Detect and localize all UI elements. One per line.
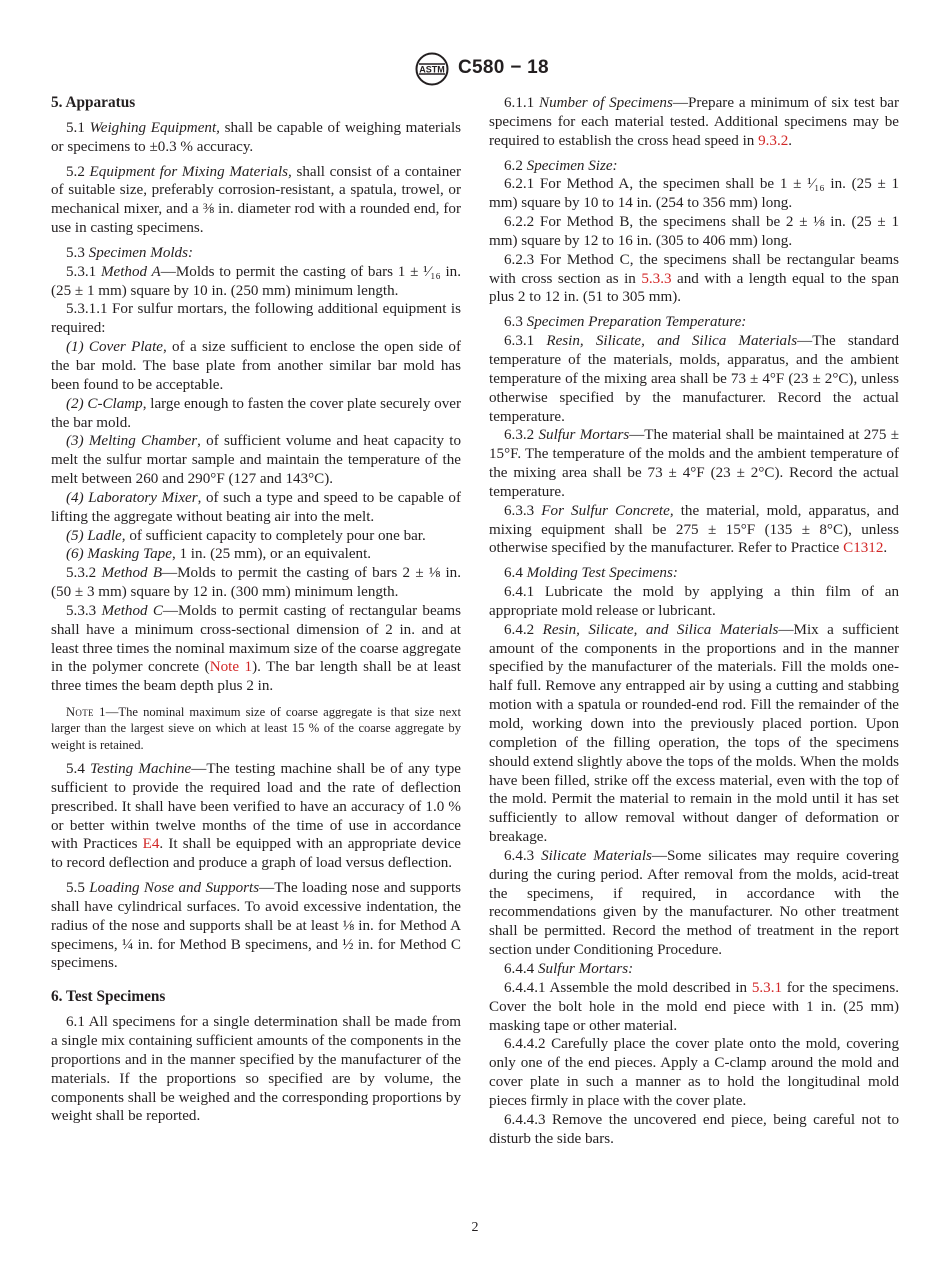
section-9-3-2-link[interactable]: 9.3.2 [758,132,789,149]
para-5-3-2: 5.3.2 Method B—Molds to permit the casting of bars 2 ± ⅛ in. (50 ± 3 mm) square by 12 in. (300 mm) minimum length. [51,565,461,601]
para-5-3-3: 5.3.3 Method C—Molds to permit casting of rectangular beams shall have a minimum cross-sectional dimension of 2 in. and at least three times the nominal maximum size of the coarse aggregate in the polymer concrete (Note 1). The bar length shall be at least three times the beam depth plus 2 in. [51,602,461,695]
para-6-4-3: 6.4.3 Silicate Materials—Some silicates may require covering during the curing period. After removal from the molds, acid-treat the specimens, if required, in accordance with the recommendations given by the manufacturer. No other treatment shall be permitted. Record the method of treatment in the report section under Conditioning Procedure. [489,847,899,959]
para-5-4: 5.4 Testing Machine—The testing machine shall be of any type sufficient to provide the required load and the rate of deflection prescribed. It shall have been verified to have an accuracy of 1.0 % or better within twelve months of the time of use in accordance with Practices E4. It shall be equipped with an appropriate device to record deflection and produce a graph of load versus deflection. [51,761,461,872]
document-designation: C580 − 18 [458,57,549,78]
para-6-4: 6.4 Molding Test Specimens: [504,565,678,582]
list-item-masking-tape: (6) Masking Tape, 1 in. (25 mm), or an equivalent. [66,546,372,563]
para-6-2: 6.2 Specimen Size: [504,157,618,174]
para-5-2: 5.2 Equipment for Mixing Materials, shall consist of a container of suitable size, preferably corrosion-resistant, a spatula, trowel, or mechanical mixer, and a ⅜ in. diameter rod with a rounded end, for use in casting specimens. [51,163,462,237]
para-6-2-2: 6.2.2 For Method B, the specimens shall be 2 ± ⅛ in. (25 ± 1 mm) square by 12 to 16 in. (305 to 406 mm) long. [489,214,899,249]
para-6-3-2: 6.3.2 Sulfur Mortars—The material shall be maintained at 275 ± 15°F. The temperature of the molds and the ambient temperature of the mixing area shall be 73 ± 4°F (23 ± 2°C). Record the actual temperature. [489,427,899,500]
list-item-cover-plate: (1) Cover Plate, of a size sufficient to enclose the open side of the bar mold. The base plate from another similar bar mold has been found to be acceptable. [51,339,461,393]
list-item-ladle: (5) Ladle, of sufficient capacity to completely pour one bar. [66,527,426,544]
e4-link[interactable]: E4 [142,836,160,853]
section-5-heading: 5. Apparatus [51,94,136,111]
para-5-3-1-1: 5.3.1.1 For sulfur mortars, the following additional equipment is required: [51,301,461,337]
svg-text:ASTM: ASTM [419,64,445,75]
para-6-2-1: 6.2.1 For Method A, the specimen shall be 1 ± ¹⁄₁₆ in. (25 ± 1 mm) square by 10 to 14 in. (254 to 356 mm) long. [489,176,899,212]
page-number: 2 [471,1220,479,1235]
para-6-4-4-1: 6.4.4.1 Assemble the mold described in 5.3.1 for the specimens. Cover the bolt hole in the mold end piece with 1 in. (25 mm) masking tape or other material. [489,979,899,1034]
note-1: Note 1—The nominal maximum size of coarse aggregate is that size next larger than the largest sieve on which at least 15 % of the coarse aggregate by weight is retained. [51,705,461,752]
note-1-link[interactable]: Note 1 [209,659,253,676]
list-item-laboratory-mixer: (4) Laboratory Mixer, of such a type and speed to be capable of lifting the aggregate without beating air into the melt. [51,489,461,525]
para-6-1: 6.1 All specimens for a single determination shall be made from a single mix containing sufficient amounts of the components in the proportions and in the manner specified by the manufacturer of the materials. If the proportions so specified are by volume, the components shall be weighed and the corresponding proportions by weight shall be reported. [51,1014,461,1125]
list-item-c-clamp: (2) C-Clamp, large enough to fasten the cover plate securely over the bar mold. [51,395,461,431]
page-header [0,52,950,86]
para-5-3: 5.3 Specimen Molds: [66,244,194,261]
para-6-4-4: 6.4.4 Sulfur Mortars: [504,960,634,977]
section-5-3-3-link[interactable]: 5.3.3 [641,270,672,287]
para-6-4-4-2: 6.4.4.2 Carefully place the cover plate onto the mold, covering only one of the end pieces. Apply a C-clamp around the mold and cover plate in such a manner as to hold the longitudinal mold pieces firmly in place with the cover plate. [489,1036,899,1109]
right-column [489,94,899,1148]
left-column [51,94,461,1131]
list-item-melting-chamber: (3) Melting Chamber, of sufficient volume and heat capacity to melt the sulfur mortar sample and maintain the temperature of the melt between 260 and 290°F (127 and 143°C). [51,433,461,488]
astm-logo-icon [414,52,450,86]
para-5-1: 5.1 Weighing Equipment, shall be capable of weighing materials or specimens to ±0.3 % accuracy. [51,119,462,155]
para-6-1-1: 6.1.1 Number of Specimens—Prepare a minimum of six test bar specimens for each material tested. Additional specimens may be required to establish the cross head speed in 9.3.2. [489,95,899,149]
para-6-3-1: 6.3.1 Resin, Silicate, and Silica Materials—The standard temperature of the materials, molds, apparatus, and the ambient temperature of the mixing area shall be 73 ± 4°F (23 ± 2°C), unless otherwise specified by the manufacturer. Record the actual temperature. [489,333,900,425]
para-6-2-3: 6.2.3 For Method C, the specimens shall be rectangular beams with cross section as in 5.3.3 and with a length equal to the span plus 2 to 12 in. (51 to 305 mm). [489,251,899,306]
section-5-3-1-link[interactable]: 5.3.1 [751,979,783,996]
para-6-4-1: 6.4.1 Lubricate the mold by applying a thin film of an appropriate mold release or lubricant. [489,584,899,619]
para-6-3: 6.3 Specimen Preparation Temperature: [504,314,747,331]
para-6-4-2: 6.4.2 Resin, Silicate, and Silica Materials—Mix a sufficient amount of the components in the proportions and in the manner specified by the manufacturer of the materials. Fill the molds one-half full. Remove any entrapped air by using a cutting and stabbing motion with a spatula or rounded-end rod. Fill the remainder of the mold, working down into the previously placed portion. Upon completion of the filling operation, the tops of the specimens should extend slightly above the tops of the molds. When the molds have been filled, strike off the excess material, even with the top of the mold. Permit the material to remain in the mold until it has set sufficiently to allow removal without danger of deformation or breakage. [489,621,899,846]
para-6-3-3: 6.3.3 For Sulfur Concrete, the material, mold, apparatus, and mixing equipment shall be 275 ± 15°F (135 ± 8°C), unless otherwise specified by the manufacturer. Refer to Practice C1312. [489,502,899,557]
c1312-link[interactable]: C1312 [843,540,884,557]
para-6-4-4-3: 6.4.4.3 Remove the uncovered end piece, being careful not to disturb the side bars. [489,1111,899,1147]
para-5-5: 5.5 Loading Nose and Supports—The loading nose and supports shall have cylindrical surfaces. To avoid excessive indentation, the radius of the nose and supports shall be at least ⅛ in. for Method A specimens, ¼ in. for Method B specimens, and ½ in. for Method C specimens. [51,880,462,972]
section-6-heading: 6. Test Specimens [51,988,166,1006]
para-5-3-1: 5.3.1 Method A—Molds to permit the casting of bars 1 ± ¹⁄₁₆ in. (25 ± 1 mm) square by 10 in. (250 mm) minimum length. [51,263,461,299]
